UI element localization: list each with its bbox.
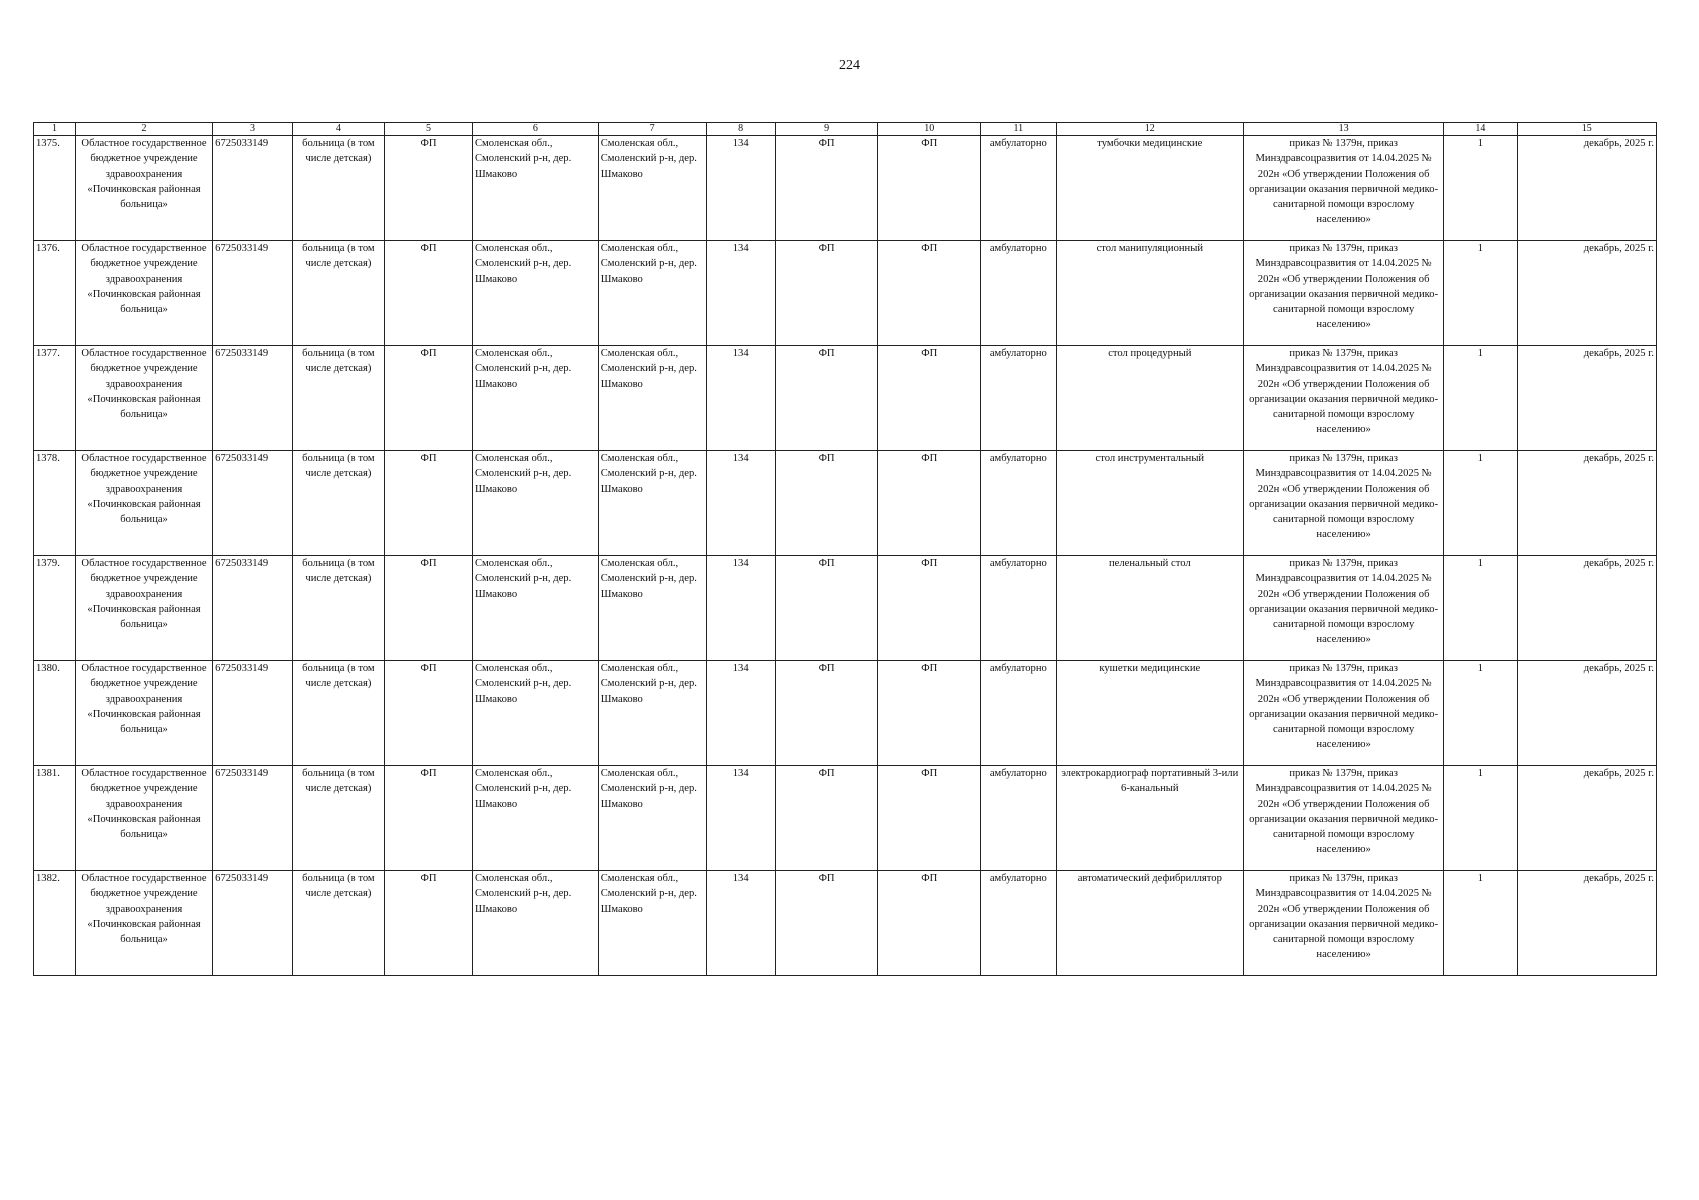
care-type-cell: амбулаторно [981, 556, 1056, 661]
table-row [34, 661, 1657, 766]
facility-type: больница (в том числе детская) [292, 136, 384, 241]
care-type-cell: амбулаторно [981, 766, 1056, 871]
unit-type-cell: ФП [878, 661, 981, 766]
organization-name: Областное государственное бюджетное учреждение здравоохранения «Починковская районная больница» [75, 766, 212, 871]
inn-code: 6725033149 [213, 451, 293, 556]
page-number: 224 [839, 58, 860, 73]
quantity-cell: 1 [1444, 451, 1517, 556]
document-table-container [33, 122, 1657, 976]
unit-type-cell: ФП [878, 241, 981, 346]
unit-type-cell: ФП [775, 346, 878, 451]
facility-type: больница (в том числе детская) [292, 346, 384, 451]
location-cell: Смоленская обл., Смоленский р-н, дер. Шмаково [598, 556, 706, 661]
code-cell: 134 [706, 661, 775, 766]
column-number-header: 2 [75, 123, 212, 136]
care-type-cell: амбулаторно [981, 346, 1056, 451]
address-cell: Смоленская обл., Смоленский р-н, дер. Шмаково [472, 661, 598, 766]
facility-type: больница (в том числе детская) [292, 556, 384, 661]
table-row [34, 346, 1657, 451]
table-row [34, 136, 1657, 241]
unit-type-cell: ФП [878, 871, 981, 976]
location-cell: Смоленская обл., Смоленский р-н, дер. Шмаково [598, 766, 706, 871]
inn-code: 6725033149 [213, 346, 293, 451]
code-cell: 134 [706, 451, 775, 556]
regulation-order: приказ № 1379н, приказ Минздравсоцразвития от 14.04.2025 № 202н «Об утверждении Положения об организации оказания первичной медико-санитарной помощи взрослому населению» [1244, 661, 1444, 766]
delivery-date: декабрь, 2025 г. [1517, 136, 1656, 241]
address-cell: Смоленская обл., Смоленский р-н, дер. Шмаково [472, 136, 598, 241]
location-cell: Смоленская обл., Смоленский р-н, дер. Шмаково [598, 661, 706, 766]
unit-type: ФП [384, 661, 472, 766]
address-cell: Смоленская обл., Смоленский р-н, дер. Шмаково [472, 241, 598, 346]
unit-type-cell: ФП [878, 451, 981, 556]
delivery-date: декабрь, 2025 г. [1517, 241, 1656, 346]
regulation-order: приказ № 1379н, приказ Минздравсоцразвития от 14.04.2025 № 202н «Об утверждении Положения об организации оказания первичной медико-санитарной помощи взрослому населению» [1244, 136, 1444, 241]
table-row [34, 766, 1657, 871]
quantity-cell: 1 [1444, 766, 1517, 871]
delivery-date: декабрь, 2025 г. [1517, 346, 1656, 451]
code-cell: 134 [706, 346, 775, 451]
unit-type: ФП [384, 241, 472, 346]
address-cell: Смоленская обл., Смоленский р-н, дер. Шмаково [472, 766, 598, 871]
column-number-header: 3 [213, 123, 293, 136]
column-number-header: 14 [1444, 123, 1517, 136]
quantity-cell: 1 [1444, 661, 1517, 766]
column-number-header: 9 [775, 123, 878, 136]
address-cell: Смоленская обл., Смоленский р-н, дер. Шмаково [472, 871, 598, 976]
table-row [34, 241, 1657, 346]
quantity-cell: 1 [1444, 556, 1517, 661]
row-number: 1381. [34, 766, 76, 871]
code-cell: 134 [706, 241, 775, 346]
column-number-header: 11 [981, 123, 1056, 136]
organization-name: Областное государственное бюджетное учреждение здравоохранения «Починковская районная больница» [75, 241, 212, 346]
inn-code: 6725033149 [213, 241, 293, 346]
unit-type-cell: ФП [775, 766, 878, 871]
column-number-header: 10 [878, 123, 981, 136]
unit-type-cell: ФП [775, 451, 878, 556]
location-cell: Смоленская обл., Смоленский р-н, дер. Шмаково [598, 241, 706, 346]
equipment-name: кушетки медицинские [1056, 661, 1244, 766]
organization-name: Областное государственное бюджетное учреждение здравоохранения «Починковская районная больница» [75, 871, 212, 976]
unit-type-cell: ФП [878, 556, 981, 661]
table-row [34, 451, 1657, 556]
unit-type-cell: ФП [878, 766, 981, 871]
column-number-header: 5 [384, 123, 472, 136]
regulation-order: приказ № 1379н, приказ Минздравсоцразвития от 14.04.2025 № 202н «Об утверждении Положения об организации оказания первичной медико-санитарной помощи взрослому населению» [1244, 556, 1444, 661]
equipment-name: стол процедурный [1056, 346, 1244, 451]
location-cell: Смоленская обл., Смоленский р-н, дер. Шмаково [598, 136, 706, 241]
regulation-order: приказ № 1379н, приказ Минздравсоцразвития от 14.04.2025 № 202н «Об утверждении Положения об организации оказания первичной медико-санитарной помощи взрослому населению» [1244, 451, 1444, 556]
table-row [34, 871, 1657, 976]
column-number-header: 15 [1517, 123, 1656, 136]
regulation-order: приказ № 1379н, приказ Минздравсоцразвития от 14.04.2025 № 202н «Об утверждении Положения об организации оказания первичной медико-санитарной помощи взрослому населению» [1244, 241, 1444, 346]
unit-type: ФП [384, 556, 472, 661]
location-cell: Смоленская обл., Смоленский р-н, дер. Шмаково [598, 871, 706, 976]
row-number: 1377. [34, 346, 76, 451]
column-number-header: 12 [1056, 123, 1244, 136]
inn-code: 6725033149 [213, 661, 293, 766]
code-cell: 134 [706, 871, 775, 976]
quantity-cell: 1 [1444, 871, 1517, 976]
facility-type: больница (в том числе детская) [292, 451, 384, 556]
equipment-name: автоматический дефибриллятор [1056, 871, 1244, 976]
equipment-name: тумбочки медицинские [1056, 136, 1244, 241]
location-cell: Смоленская обл., Смоленский р-н, дер. Шмаково [598, 346, 706, 451]
code-cell: 134 [706, 136, 775, 241]
equipment-name: электрокардиограф портативный 3-или 6-канальный [1056, 766, 1244, 871]
organization-name: Областное государственное бюджетное учреждение здравоохранения «Починковская районная больница» [75, 556, 212, 661]
inn-code: 6725033149 [213, 871, 293, 976]
quantity-cell: 1 [1444, 241, 1517, 346]
unit-type-cell: ФП [775, 871, 878, 976]
column-number-header: 6 [472, 123, 598, 136]
organization-name: Областное государственное бюджетное учреждение здравоохранения «Починковская районная больница» [75, 136, 212, 241]
facility-type: больница (в том числе детская) [292, 871, 384, 976]
quantity-cell: 1 [1444, 346, 1517, 451]
delivery-date: декабрь, 2025 г. [1517, 451, 1656, 556]
quantity-cell: 1 [1444, 136, 1517, 241]
care-type-cell: амбулаторно [981, 136, 1056, 241]
table-body [34, 136, 1657, 976]
organization-name: Областное государственное бюджетное учреждение здравоохранения «Починковская районная больница» [75, 346, 212, 451]
row-number: 1378. [34, 451, 76, 556]
unit-type: ФП [384, 766, 472, 871]
delivery-date: декабрь, 2025 г. [1517, 556, 1656, 661]
column-number-header: 8 [706, 123, 775, 136]
unit-type-cell: ФП [775, 241, 878, 346]
regulation-order: приказ № 1379н, приказ Минздравсоцразвития от 14.04.2025 № 202н «Об утверждении Положения об организации оказания первичной медико-санитарной помощи взрослому населению» [1244, 871, 1444, 976]
equipment-name: пеленальный стол [1056, 556, 1244, 661]
column-number-header: 13 [1244, 123, 1444, 136]
column-number-header: 4 [292, 123, 384, 136]
code-cell: 134 [706, 766, 775, 871]
inn-code: 6725033149 [213, 136, 293, 241]
regulation-order: приказ № 1379н, приказ Минздравсоцразвития от 14.04.2025 № 202н «Об утверждении Положения об организации оказания первичной медико-санитарной помощи взрослому населению» [1244, 346, 1444, 451]
table-row [34, 556, 1657, 661]
organization-name: Областное государственное бюджетное учреждение здравоохранения «Починковская районная больница» [75, 451, 212, 556]
column-number-header: 1 [34, 123, 76, 136]
delivery-date: декабрь, 2025 г. [1517, 871, 1656, 976]
column-number-row [34, 123, 1657, 136]
unit-type-cell: ФП [878, 346, 981, 451]
care-type-cell: амбулаторно [981, 661, 1056, 766]
unit-type: ФП [384, 871, 472, 976]
location-cell: Смоленская обл., Смоленский р-н, дер. Шмаково [598, 451, 706, 556]
facility-type: больница (в том числе детская) [292, 766, 384, 871]
unit-type-cell: ФП [775, 556, 878, 661]
equipment-name: стол инструментальный [1056, 451, 1244, 556]
column-number-header: 7 [598, 123, 706, 136]
organization-name: Областное государственное бюджетное учреждение здравоохранения «Починковская районная больница» [75, 661, 212, 766]
unit-type: ФП [384, 451, 472, 556]
address-cell: Смоленская обл., Смоленский р-н, дер. Шмаково [472, 451, 598, 556]
unit-type: ФП [384, 136, 472, 241]
row-number: 1380. [34, 661, 76, 766]
unit-type-cell: ФП [775, 136, 878, 241]
unit-type: ФП [384, 346, 472, 451]
code-cell: 134 [706, 556, 775, 661]
row-number: 1382. [34, 871, 76, 976]
care-type-cell: амбулаторно [981, 451, 1056, 556]
delivery-date: декабрь, 2025 г. [1517, 766, 1656, 871]
facility-type: больница (в том числе детская) [292, 661, 384, 766]
address-cell: Смоленская обл., Смоленский р-н, дер. Шмаково [472, 346, 598, 451]
inn-code: 6725033149 [213, 766, 293, 871]
regulation-order: приказ № 1379н, приказ Минздравсоцразвития от 14.04.2025 № 202н «Об утверждении Положения об организации оказания первичной медико-санитарной помощи взрослому населению» [1244, 766, 1444, 871]
inn-code: 6725033149 [213, 556, 293, 661]
care-type-cell: амбулаторно [981, 241, 1056, 346]
row-number: 1375. [34, 136, 76, 241]
facility-type: больница (в том числе детская) [292, 241, 384, 346]
address-cell: Смоленская обл., Смоленский р-н, дер. Шмаково [472, 556, 598, 661]
equipment-name: стол манипуляционный [1056, 241, 1244, 346]
equipment-table [33, 122, 1657, 976]
delivery-date: декабрь, 2025 г. [1517, 661, 1656, 766]
row-number: 1376. [34, 241, 76, 346]
row-number: 1379. [34, 556, 76, 661]
care-type-cell: амбулаторно [981, 871, 1056, 976]
unit-type-cell: ФП [878, 136, 981, 241]
unit-type-cell: ФП [775, 661, 878, 766]
